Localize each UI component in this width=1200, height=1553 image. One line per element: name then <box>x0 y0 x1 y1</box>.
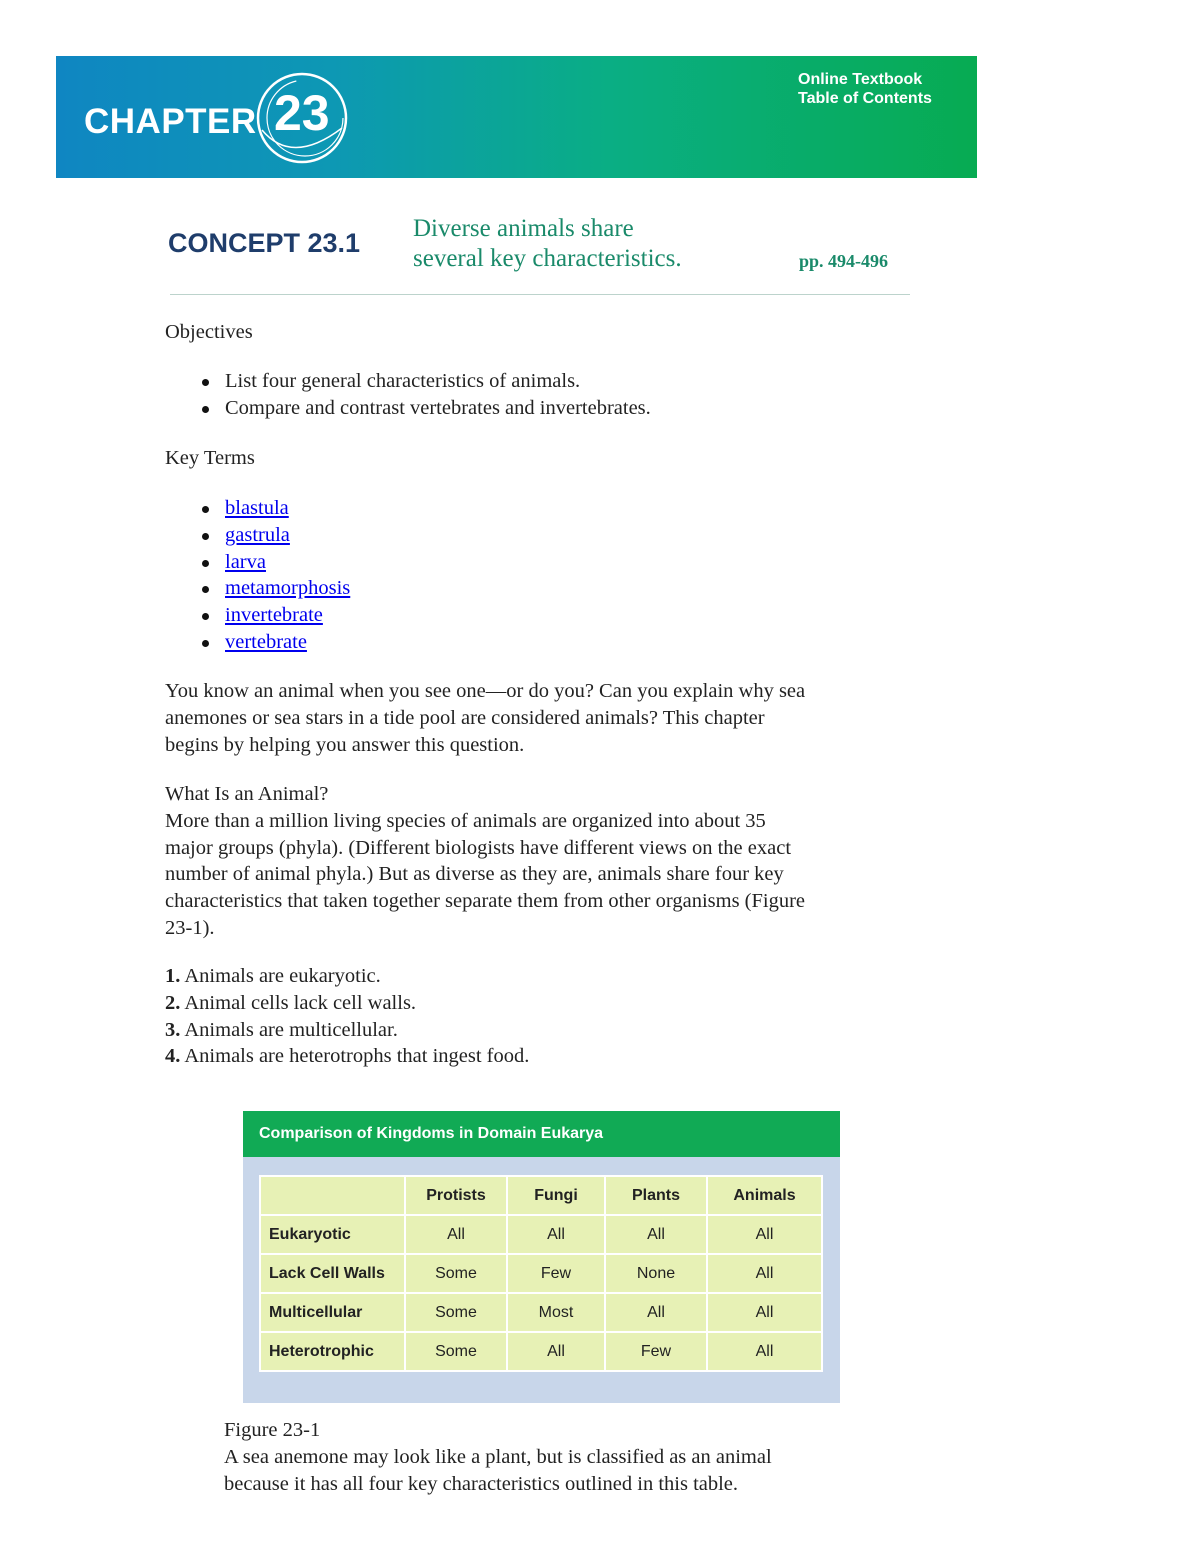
column-header: Plants <box>605 1176 707 1215</box>
characteristic-number: 1. <box>165 965 181 987</box>
table-cell: None <box>605 1254 707 1293</box>
row-header: Eukaryotic <box>260 1215 405 1254</box>
concept-label: CONCEPT 23.1 <box>168 228 361 258</box>
table-cell: All <box>605 1293 707 1332</box>
characteristic-text: Animals are eukaryotic. <box>180 965 381 987</box>
figure-caption-label: Figure 23-1 <box>224 1419 321 1441</box>
table-cell: All <box>707 1254 822 1293</box>
table-cell: Few <box>605 1332 707 1371</box>
intro-line: anemones or sea stars in a tide pool are considered animals? This chapter <box>165 706 765 729</box>
kingdom-comparison-figure <box>243 1111 840 1403</box>
section-line: major groups (phyla). (Different biologists have different views on the exact <box>165 836 792 859</box>
table-cell: All <box>507 1215 605 1254</box>
key-term-link-invertebrate[interactable]: invertebrate <box>225 604 323 627</box>
key-term-item <box>165 602 350 629</box>
table-cell: All <box>707 1215 822 1254</box>
table-row <box>260 1332 822 1371</box>
key-term-link-vertebrate[interactable]: vertebrate <box>225 630 307 653</box>
key-term-link-metamorphosis[interactable]: metamorphosis <box>225 577 351 600</box>
key-term-link-gastrula[interactable]: gastrula <box>225 523 290 546</box>
section-line: characteristics that taken together separate them from other organisms (Figure <box>165 890 806 913</box>
figure-caption-line: A sea anemone may look like a plant, but is classified as an animal <box>224 1445 772 1468</box>
chapter-banner <box>56 56 977 178</box>
animal-section <box>165 781 805 942</box>
concept-title <box>413 214 682 274</box>
key-term-link-larva[interactable]: larva <box>225 550 266 573</box>
table-cell: Few <box>507 1254 605 1293</box>
concept-title-line-2: several key characteristics. <box>413 245 682 272</box>
key-term-link-blastula[interactable]: blastula <box>225 497 289 519</box>
key-term-item <box>165 522 350 549</box>
row-header: Multicellular <box>260 1293 405 1332</box>
section-heading: What Is an Animal? <box>165 783 329 805</box>
characteristic-number: 2. <box>165 991 181 1014</box>
intro-paragraph <box>165 678 805 758</box>
characteristic-number: 4. <box>165 1045 181 1068</box>
table-header-row <box>260 1176 822 1215</box>
key-term-item <box>165 549 350 576</box>
figure-caption <box>224 1417 772 1497</box>
toc-line-1[interactable]: Online Textbook <box>798 71 923 88</box>
table-cell: All <box>507 1332 605 1371</box>
section-line: number of animal phyla.) But as diverse as they are, animals share four key <box>165 863 784 886</box>
characteristic-item <box>165 990 529 1017</box>
table-cell: All <box>405 1215 507 1254</box>
objectives-heading: Objectives <box>165 321 253 343</box>
page-range: pp. 494-496 <box>799 251 889 271</box>
table-of-contents-link[interactable] <box>798 70 932 108</box>
characteristic-text: Animals are multicellular. <box>180 1018 398 1041</box>
column-header: Fungi <box>507 1176 605 1215</box>
characteristic-item <box>165 963 529 990</box>
concept-title-line-1: Diverse animals share <box>413 215 634 242</box>
objective-item: Compare and contrast vertebrates and invertebrates. <box>165 395 651 422</box>
column-header <box>260 1176 405 1215</box>
characteristic-text: Animal cells lack cell walls. <box>180 991 417 1014</box>
kingdom-comparison-table <box>259 1175 823 1372</box>
column-header: Protists <box>405 1176 507 1215</box>
intro-line: begins by helping you answer this question. <box>165 733 525 756</box>
key-terms-list <box>165 495 350 656</box>
table-cell: Some <box>405 1332 507 1371</box>
characteristics-list <box>165 963 529 1070</box>
row-header: Heterotrophic <box>260 1332 405 1371</box>
characteristic-item <box>165 1043 529 1070</box>
table-row <box>260 1293 822 1332</box>
table-cell: All <box>707 1332 822 1371</box>
chapter-word: CHAPTER <box>84 102 257 141</box>
key-term-item <box>165 629 350 656</box>
key-term-item <box>165 575 350 602</box>
characteristic-text: Animals are heterotrophs that ingest food. <box>180 1045 530 1068</box>
intro-line: You know an animal when you see one—or do you? Can you explain why sea <box>165 680 806 702</box>
characteristic-number: 3. <box>165 1018 181 1041</box>
table-cell: Most <box>507 1293 605 1332</box>
chapter-number: 23 <box>274 85 330 141</box>
objective-item: List four general characteristics of animals. <box>165 368 651 395</box>
section-line: More than a million living species of animals are organized into about 35 <box>165 809 766 832</box>
characteristic-item <box>165 1017 529 1044</box>
divider <box>170 294 910 295</box>
table-row <box>260 1215 822 1254</box>
toc-line-2[interactable]: Table of Contents <box>798 90 932 107</box>
table-cell: All <box>605 1215 707 1254</box>
section-line: 23-1). <box>165 916 215 939</box>
row-header: Lack Cell Walls <box>260 1254 405 1293</box>
objectives-list <box>165 368 651 422</box>
column-header: Animals <box>707 1176 822 1215</box>
table-row <box>260 1254 822 1293</box>
figure-header <box>243 1111 840 1157</box>
figure-title: Comparison of Kingdoms in Domain Eukarya <box>259 1125 604 1142</box>
figure-caption-line: because it has all four key characteristics outlined in this table. <box>224 1472 739 1495</box>
table-cell: All <box>707 1293 822 1332</box>
table-cell: Some <box>405 1254 507 1293</box>
key-term-item <box>165 495 350 522</box>
key-terms-heading: Key Terms <box>165 447 255 469</box>
table-cell: Some <box>405 1293 507 1332</box>
